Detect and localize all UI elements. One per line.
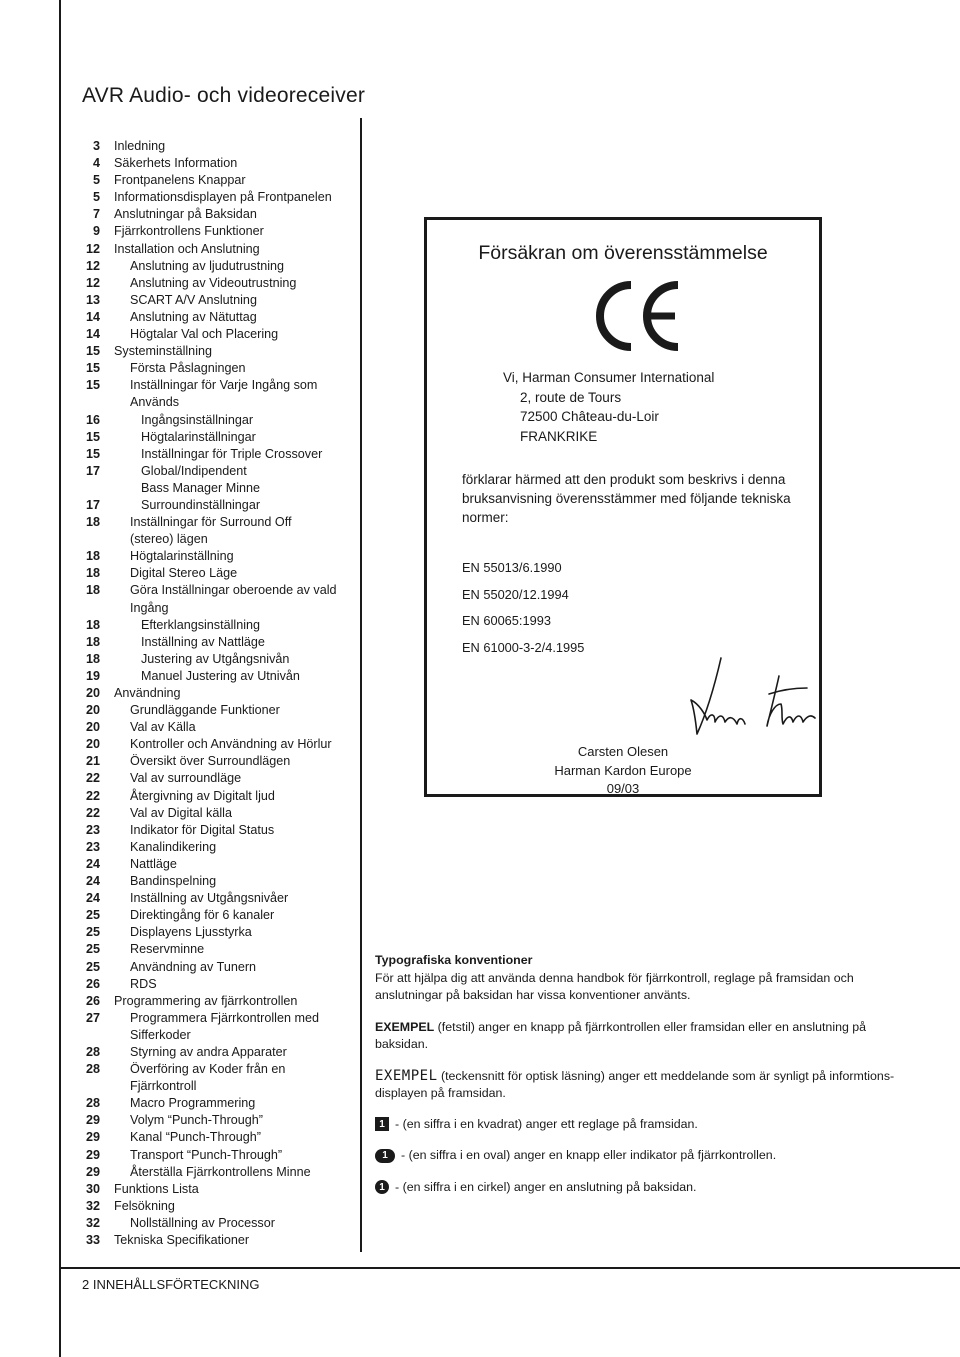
toc-page-number: 22 [85, 771, 100, 786]
toc-entry-text: Överföring av Koder från en [130, 1062, 286, 1077]
conventions-heading: Typografiska konventioner [375, 953, 533, 967]
toc-page-number: 25 [85, 908, 100, 923]
toc-entry [82, 1061, 362, 1078]
declaration-of-conformity [424, 217, 822, 797]
toc-page-number: 15 [85, 429, 100, 444]
square-desc: - (en siffra i en kvadrat) anger ett reglage på framsidan. [395, 1116, 698, 1131]
address-line: 72500 Château-du-Loir [520, 409, 659, 424]
toc-page-number [82, 394, 100, 411]
toc-entry [82, 412, 362, 429]
oval-convention [375, 1147, 920, 1165]
toc-page-number: 20 [85, 703, 100, 718]
toc-page-number: 12 [85, 258, 100, 273]
toc-entry [82, 736, 362, 753]
toc-entry [82, 1044, 362, 1061]
toc-entry-text: Översikt över Surroundlägen [130, 754, 291, 769]
toc-entry [82, 805, 362, 822]
toc-entry-text: Inställning av Utgångsnivåer [130, 891, 289, 906]
page-title: AVR Audio- och videoreceiver [82, 84, 366, 107]
toc-page-number: 12 [85, 275, 100, 290]
toc-entry-text: Anslutningar på Baksidan [114, 207, 257, 222]
toc-entry [82, 856, 362, 873]
toc-page-number: 20 [85, 737, 100, 752]
footer-rule [59, 1267, 960, 1269]
toc-page-number: 28 [85, 1096, 100, 1111]
toc-page-number: 15 [85, 378, 100, 393]
toc-page-number: 25 [85, 942, 100, 957]
toc-page-number [82, 531, 100, 548]
toc-page-number: 15 [85, 361, 100, 376]
toc-page-number: 24 [85, 874, 100, 889]
declaration-text: förklarar härmed att den produkt som beskrivs i denna bruksanvisning överensstämmer med följande tekniska normer: [462, 472, 791, 525]
toc-entry [82, 753, 362, 770]
toc-entry [82, 1010, 362, 1027]
toc-entry-text: Direktingång för 6 kanaler [130, 908, 275, 923]
toc-entry-text: Anslutning av Nätuttag [130, 309, 257, 324]
toc-entry [82, 668, 362, 685]
toc-entry [82, 155, 362, 172]
toc-page-number: 23 [85, 822, 100, 837]
mono-term: EXEMPEL [375, 1067, 438, 1084]
square-convention [375, 1116, 920, 1134]
toc-page-number: 30 [85, 1181, 100, 1196]
toc-entry [82, 446, 362, 463]
toc-entry [82, 241, 362, 258]
toc-entry [82, 1129, 362, 1146]
toc-entry [82, 822, 362, 839]
toc-page-number [82, 1027, 100, 1044]
toc-entry [82, 514, 362, 531]
toc-page-number: 27 [85, 1010, 100, 1025]
oval-desc: - (en siffra i en oval) anger en knapp eller indikator på fjärrkontrollen. [401, 1148, 777, 1162]
toc-entry [82, 685, 362, 702]
toc-entry [82, 429, 362, 446]
toc-entry-text: Frontpanelens Knappar [114, 173, 246, 188]
toc-entry-text: Inställningar för Varje Ingång som [130, 378, 318, 393]
mono-example [375, 1068, 920, 1103]
toc-entry-text: Anslutning av Videoutrustning [130, 275, 297, 290]
toc-entry [82, 617, 362, 634]
toc-entry-text: Grundläggande Funktioner [130, 703, 280, 718]
toc-entry [82, 651, 362, 668]
toc-page-number: 5 [92, 190, 100, 205]
toc-entry [82, 206, 362, 223]
toc-entry-text: Används [130, 395, 180, 410]
bold-term: EXEMPEL [375, 1019, 435, 1034]
signer-company: Harman Kardon Europe [554, 762, 692, 778]
toc-page-number: 25 [85, 959, 100, 974]
toc-entry [82, 463, 362, 480]
toc-entry-text: Justering av Utgångsnivån [141, 651, 290, 666]
toc-entry [82, 719, 362, 736]
toc-entry-text: Göra Inställningar oberoende av vald [130, 583, 337, 598]
toc-entry-text: Bandinspelning [130, 874, 217, 889]
toc-page-number [82, 480, 100, 497]
toc-entry-text: Bass Manager Minne [141, 480, 261, 495]
norms-list [462, 560, 584, 667]
toc-page-number: 29 [85, 1130, 100, 1145]
toc-page-number [82, 600, 100, 617]
declaration-title: Försäkran om överensstämmelse [478, 242, 768, 264]
toc-entry-text: Fjärrkontrollens Funktioner [114, 224, 264, 239]
toc-entry [82, 993, 362, 1010]
toc-entry-text: Displayens Ljusstyrka [130, 925, 252, 940]
toc-page-number: 18 [85, 515, 100, 530]
toc-page-number: 25 [85, 925, 100, 940]
toc-entry-text: Användning [114, 686, 181, 700]
circle-number-icon: 1 [375, 1180, 389, 1194]
toc-entry-text: Programmering av fjärrkontrollen [114, 993, 298, 1008]
toc-entry [82, 565, 362, 582]
toc-page-number: 28 [85, 1062, 100, 1077]
toc-entry-text: Kanal “Punch-Through” [130, 1130, 261, 1145]
toc-entry [82, 1215, 362, 1232]
page-footer [82, 1277, 260, 1292]
toc-entry [82, 548, 362, 565]
norm-item: EN 55013/6.1990 [462, 560, 562, 575]
toc-entry-text: Inledning [114, 139, 166, 153]
toc-entry [82, 1147, 362, 1164]
toc-entry-text: Programmera Fjärrkontrollen med [130, 1010, 319, 1025]
toc-entry-text: Ingång [130, 600, 169, 615]
toc-entry [82, 223, 362, 240]
toc-entry-text: Indikator för Digital Status [130, 822, 275, 837]
toc-entry [82, 941, 362, 958]
toc-entry [82, 275, 362, 292]
footer-section: INNEHÅLLSFÖRTECKNING [92, 1277, 260, 1292]
signer-block [427, 743, 819, 799]
toc-entry-text: Informationsdisplayen på Frontpanelen [114, 190, 332, 205]
toc-entry-text: Högtalarinställning [130, 549, 234, 564]
toc-page-number: 5 [92, 173, 100, 188]
toc-entry [82, 1112, 362, 1129]
toc-page-number: 22 [85, 805, 100, 820]
toc-page-number: 26 [85, 976, 100, 991]
toc-entry [82, 959, 362, 976]
toc-page-number: 13 [85, 292, 100, 307]
toc-entry [82, 839, 362, 856]
left-margin-rule [59, 0, 61, 1357]
toc-entry [82, 600, 362, 617]
toc-entry-text: Återställa Fjärrkontrollens Minne [130, 1164, 311, 1179]
toc-entry-text: Nattläge [130, 856, 177, 871]
toc-entry [82, 1095, 362, 1112]
toc-entry [82, 1078, 362, 1095]
toc-entry-text: Macro Programmering [130, 1096, 256, 1111]
toc-entry-text: Sifferkoder [130, 1027, 191, 1042]
toc-page-number: 21 [85, 754, 100, 769]
toc-entry-text: Kanalindikering [130, 839, 217, 854]
norm-item: EN 60065:1993 [462, 613, 551, 629]
toc-page-number: 17 [85, 497, 100, 512]
toc-entry [82, 1027, 362, 1044]
toc-entry-text: Surroundinställningar [141, 497, 261, 512]
toc-entry-text: Säkerhets Information [114, 156, 238, 171]
toc-entry-text: Volym “Punch-Through” [130, 1113, 263, 1128]
toc-page-number: 29 [85, 1164, 100, 1179]
toc-entry [82, 326, 362, 343]
toc-entry-text: Anslutning av ljudutrustning [130, 258, 285, 273]
toc-page-number: 18 [85, 617, 100, 632]
toc-page-number: 26 [85, 993, 100, 1008]
toc-entry [82, 1181, 362, 1198]
toc-page-number: 17 [85, 463, 100, 478]
toc-entry [82, 360, 362, 377]
toc-entry [82, 377, 362, 394]
toc-entry-text: Felsökning [114, 1198, 175, 1213]
toc-entry [82, 1232, 362, 1249]
toc-page-number: 14 [85, 327, 100, 342]
toc-entry-text: Styrning av andra Apparater [130, 1044, 287, 1059]
toc-entry-text: Fjärrkontroll [130, 1079, 197, 1094]
toc-entry-text: (stereo) lägen [130, 532, 208, 547]
toc-entry [82, 873, 362, 890]
toc-page-number: 9 [92, 224, 100, 239]
oval-number-icon: 1 [375, 1149, 395, 1163]
toc-entry-text: Ingångsinställningar [141, 412, 254, 427]
circle-convention [375, 1179, 920, 1197]
bold-desc: (fetstil) anger en knapp på fjärrkontrollen eller framsidan eller en anslutning på baksidan. [375, 1019, 867, 1051]
toc-entry [82, 394, 362, 411]
toc-entry [82, 976, 362, 993]
typographic-conventions [375, 952, 920, 1196]
toc-entry [82, 924, 362, 941]
toc-entry-text: Användning av Tunern [130, 959, 257, 974]
square-number-icon: 1 [375, 1117, 389, 1131]
toc-entry [82, 480, 362, 497]
toc-page-number: 16 [85, 412, 100, 427]
toc-entry-text: Val av Källa [130, 720, 196, 735]
toc-entry-text: Manuel Justering av Utnivån [141, 668, 300, 683]
signer-name: Carsten Olesen [577, 744, 669, 759]
toc-page-number: 3 [92, 139, 100, 153]
address-line: FRANKRIKE [520, 428, 598, 444]
toc-page-number: 19 [85, 668, 100, 683]
toc-page-number: 18 [85, 651, 100, 666]
toc-entry-text: Första Påslagningen [130, 361, 246, 376]
toc-page-number: 33 [85, 1233, 100, 1247]
table-of-contents [82, 138, 362, 1249]
toc-entry [82, 634, 362, 651]
toc-page-number: 15 [85, 344, 100, 359]
toc-page-number: 32 [85, 1198, 100, 1213]
toc-entry [82, 582, 362, 599]
toc-entry [82, 497, 362, 514]
address-line: 2, route de Tours [520, 389, 622, 405]
toc-page-number: 24 [85, 891, 100, 906]
norm-item: EN 61000-3-2/4.1995 [462, 640, 585, 656]
toc-entry [82, 292, 362, 309]
signer-date: 09/03 [606, 781, 640, 796]
toc-entry [82, 258, 362, 275]
toc-page-number [82, 1078, 100, 1095]
toc-entry [82, 138, 362, 155]
norm-item: EN 55020/12.1994 [462, 586, 569, 602]
toc-entry-text: Global/Indipendent [141, 463, 247, 478]
toc-page-number: 7 [92, 207, 100, 222]
company-name: Vi, Harman Consumer International [503, 370, 715, 385]
toc-entry-text: Transport “Punch-Through” [130, 1147, 283, 1162]
toc-entry-text: Funktions Lista [114, 1181, 199, 1196]
toc-entry [82, 907, 362, 924]
toc-page-number: 18 [85, 549, 100, 564]
toc-page-number: 18 [85, 566, 100, 581]
toc-entry-text: Installation och Anslutning [114, 241, 260, 256]
toc-entry-text: Inställningar för Surround Off [130, 515, 292, 530]
toc-page-number: 4 [92, 156, 100, 171]
toc-entry-text: Val av Digital källa [130, 805, 232, 820]
toc-entry [82, 343, 362, 360]
toc-entry [82, 189, 362, 206]
toc-page-number: 29 [85, 1113, 100, 1128]
toc-page-number: 29 [85, 1147, 100, 1162]
toc-entry [82, 1164, 362, 1181]
toc-entry [82, 309, 362, 326]
toc-page-number: 28 [85, 1044, 100, 1059]
toc-page-number: 20 [85, 720, 100, 735]
circle-desc: - (en siffra i en cirkel) anger en anslutning på baksidan. [395, 1179, 697, 1194]
toc-entry-text: Nollställning av Processor [130, 1215, 275, 1230]
toc-page-number: 14 [85, 309, 100, 324]
toc-entry-text: Digital Stereo Läge [130, 566, 238, 581]
toc-entry [82, 788, 362, 805]
mono-desc: (teckensnitt för optisk läsning) anger ett meddelande som är synligt på informtions- displayen på framsidan. [375, 1068, 895, 1100]
toc-entry-text: Val av surroundläge [130, 771, 242, 786]
toc-page-number: 32 [85, 1215, 100, 1230]
toc-entry [82, 172, 362, 189]
toc-entry [82, 1198, 362, 1215]
toc-entry-text: Kontroller och Användning av Hörlur [130, 737, 332, 752]
signature-image [685, 654, 825, 744]
toc-entry-text: Tekniska Specifikationer [114, 1233, 250, 1247]
toc-entry-text: Återgivning av Digitalt ljud [130, 788, 275, 803]
bold-example [375, 1019, 920, 1054]
toc-page-number: 12 [85, 241, 100, 256]
toc-page-number: 23 [85, 839, 100, 854]
toc-entry [82, 890, 362, 907]
conventions-intro: För att hjälpa dig att använda denna handbok för fjärrkontroll, reglage på framsidan och anslutningar på baksidan har vissa konventioner använts. [375, 970, 854, 1002]
toc-entry-text: Inställningar för Triple Crossover [141, 446, 323, 461]
toc-entry [82, 770, 362, 787]
toc-page-number: 20 [85, 686, 100, 700]
footer-page-number: 2 [82, 1277, 90, 1292]
toc-entry-text: Systeminställning [114, 344, 212, 359]
toc-entry-text: Efterklangsinställning [141, 617, 261, 632]
toc-page-number: 18 [85, 583, 100, 598]
toc-entry [82, 702, 362, 719]
toc-entry-text: Inställning av Nattläge [141, 634, 265, 649]
ce-mark-logo [591, 278, 683, 354]
toc-page-number: 24 [85, 856, 100, 871]
toc-entry [82, 531, 362, 548]
toc-page-number: 22 [85, 788, 100, 803]
toc-entry-text: SCART A/V Anslutning [130, 292, 257, 307]
toc-entry-text: Högtalarinställningar [141, 429, 256, 444]
toc-entry-text: Reservminne [130, 942, 205, 957]
toc-entry-text: Högtalar Val och Placering [130, 327, 279, 342]
toc-page-number: 18 [85, 634, 100, 649]
toc-entry-text: RDS [130, 976, 157, 991]
company-block [503, 368, 714, 446]
toc-page-number: 15 [85, 446, 100, 461]
